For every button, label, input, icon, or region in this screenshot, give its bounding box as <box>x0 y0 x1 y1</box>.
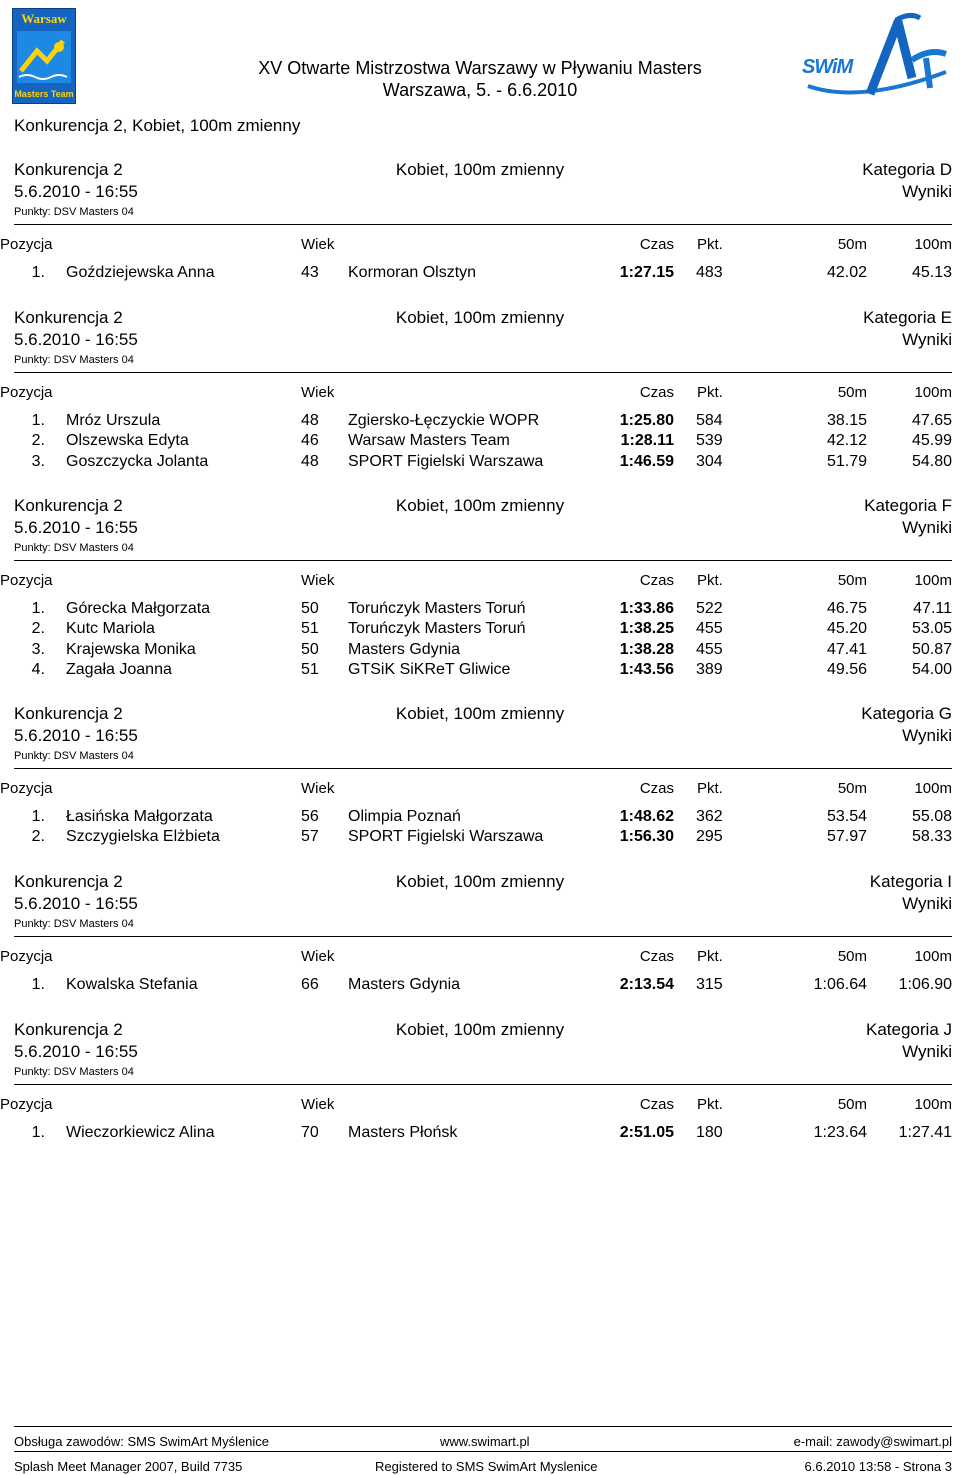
column-header-row <box>0 572 960 590</box>
result-row <box>0 661 960 681</box>
result-time: 1:28.11 <box>620 432 674 450</box>
result-time: 1:25.80 <box>619 412 674 429</box>
col-header-points: Pkt. <box>697 572 723 589</box>
swimmer-age: 51 <box>301 660 319 678</box>
swimmer-name: Krajewska Monika <box>66 640 196 658</box>
result-points: 483 <box>696 264 723 281</box>
swimmer-name: Górecka Małgorzata <box>66 600 211 617</box>
club-name: Masters Płońsk <box>348 1124 458 1141</box>
event-subheader-line <box>0 1042 960 1064</box>
place: 1. <box>31 1124 45 1141</box>
event-section <box>0 308 960 470</box>
col-header-split-100m: 100m <box>914 1096 952 1113</box>
split-100m: 45.99 <box>911 432 952 450</box>
col-header-split-100m: 100m <box>914 780 952 797</box>
result-points: 522 <box>696 600 723 617</box>
swimmer-age: 56 <box>301 808 319 825</box>
event-date: 5.6.2010 - 16:55 <box>14 894 138 913</box>
split-100m: 55.08 <box>911 808 952 825</box>
section-divider <box>14 560 952 561</box>
event-subheader-line <box>0 726 960 748</box>
col-header-position: Pozycja <box>0 780 53 797</box>
col-header-time: Czas <box>639 948 674 965</box>
result-row <box>0 1124 960 1144</box>
club-name: GTSiK SiKReT Gliwice <box>348 660 511 678</box>
footer-service: Obsługa zawodów: SMS SwimArt Myślenice <box>14 1434 270 1449</box>
event-number: Konkurencja 2 <box>14 1020 123 1039</box>
section-divider <box>14 1084 952 1085</box>
split-50m: 47.41 <box>826 640 867 658</box>
club-name: Olimpia Poznań <box>348 808 461 825</box>
col-header-age: Wiek <box>301 572 335 589</box>
event-date: 5.6.2010 - 16:55 <box>14 518 138 537</box>
split-100m: 45.13 <box>911 264 952 281</box>
event-description: Kobiet, 100m zmienny <box>395 160 565 179</box>
logo-left-title: Warsaw <box>21 11 67 26</box>
event-status: Wyniki <box>902 726 952 745</box>
split-100m: 47.11 <box>913 600 952 617</box>
event-header-line <box>0 160 960 182</box>
result-row <box>0 620 960 640</box>
event-header-line <box>0 308 960 330</box>
result-points: 389 <box>696 660 723 678</box>
swimmer-name: Kowalska Stefania <box>66 976 198 993</box>
col-header-age: Wiek <box>301 384 335 401</box>
col-header-position: Pozycja <box>0 1096 53 1113</box>
event-status: Wyniki <box>902 182 952 201</box>
col-header-age: Wiek <box>301 236 335 253</box>
col-header-points: Pkt. <box>697 384 723 401</box>
col-header-time: Czas <box>639 572 674 589</box>
split-50m: 49.56 <box>826 660 867 678</box>
event-category: Kategoria I <box>869 872 952 891</box>
club-name: SPORT Figielski Warszawa <box>348 828 544 846</box>
competition-dates: Warszawa, 5. - 6.6.2010 <box>382 80 578 100</box>
swimmer-name: Goszczycka Jolanta <box>66 452 209 470</box>
event-section <box>0 160 960 281</box>
column-header-row <box>0 236 960 254</box>
logo-left-subtitle: Masters Team <box>14 89 74 99</box>
result-time: 1:27.15 <box>619 264 674 281</box>
footer-printed-page: 6.6.2010 13:58 - Strona 3 <box>804 1459 952 1474</box>
result-time: 1:48.62 <box>619 808 674 825</box>
split-100m: 53.05 <box>911 620 952 638</box>
event-subheader-line <box>0 894 960 916</box>
split-50m: 51.79 <box>826 452 867 470</box>
split-100m: 54.80 <box>911 452 952 470</box>
section-divider <box>14 768 952 769</box>
split-50m: 42.02 <box>826 264 867 281</box>
split-50m: 42.12 <box>826 432 867 450</box>
swimmer-name: Mróz Urszula <box>66 412 161 429</box>
split-50m: 46.75 <box>826 600 867 617</box>
club-name: Toruńczyk Masters Toruń <box>348 620 526 638</box>
event-section <box>0 496 960 678</box>
points-scoring-label: Punkty: DSV Masters 04 <box>14 750 134 762</box>
col-header-age: Wiek <box>301 948 335 965</box>
result-row <box>0 808 960 828</box>
event-description: Kobiet, 100m zmienny <box>395 872 565 891</box>
place: 1. <box>31 976 45 993</box>
col-header-points: Pkt. <box>697 236 723 253</box>
place: 1. <box>31 600 45 617</box>
result-row <box>0 600 960 620</box>
result-points: 304 <box>696 452 723 470</box>
col-header-age: Wiek <box>301 780 335 797</box>
swimmer-name: Goździejewska Anna <box>66 264 215 281</box>
col-header-split-100m: 100m <box>914 384 952 401</box>
place: 3. <box>31 640 45 658</box>
event-category: Kategoria E <box>863 308 952 327</box>
event-section <box>0 1020 960 1141</box>
result-points: 455 <box>696 640 723 658</box>
col-header-points: Pkt. <box>697 948 723 965</box>
col-header-split-50m: 50m <box>837 236 867 253</box>
split-100m: 47.65 <box>911 412 952 429</box>
footer-software: Splash Meet Manager 2007, Build 7735 <box>14 1459 243 1474</box>
club-name: Masters Gdynia <box>348 976 461 993</box>
col-header-position: Pozycja <box>0 384 53 401</box>
place: 4. <box>31 660 45 678</box>
result-time: 1:33.86 <box>619 600 674 617</box>
event-section <box>0 704 960 846</box>
swimmer-name: Kutc Mariola <box>66 620 155 638</box>
event-date: 5.6.2010 - 16:55 <box>14 330 138 349</box>
split-100m: 58.33 <box>911 828 952 846</box>
place: 2. <box>31 432 45 450</box>
result-time: 2:51.05 <box>619 1124 674 1141</box>
swimmer-name: Szczygielska Elżbieta <box>66 828 220 846</box>
event-date: 5.6.2010 - 16:55 <box>14 1042 138 1061</box>
swimmer-name: Wieczorkiewicz Alina <box>66 1124 215 1141</box>
col-header-split-100m: 100m <box>914 948 952 965</box>
points-scoring-label: Punkty: DSV Masters 04 <box>14 542 134 554</box>
event-status: Wyniki <box>902 894 952 913</box>
event-number: Konkurencja 2 <box>14 704 123 723</box>
split-50m: 45.20 <box>826 620 867 638</box>
col-header-split-50m: 50m <box>837 384 867 401</box>
result-time: 1:43.56 <box>619 660 674 678</box>
result-points: 539 <box>696 432 723 450</box>
swimmer-name: Łasińska Małgorzata <box>66 808 213 825</box>
event-subheader-line <box>0 518 960 540</box>
event-description: Kobiet, 100m zmienny <box>395 1020 565 1039</box>
swimmer-age: 50 <box>301 640 319 658</box>
col-header-position: Pozycja <box>0 572 53 589</box>
column-header-row <box>0 948 960 966</box>
club-name: Kormoran Olsztyn <box>348 264 477 281</box>
result-row <box>0 432 960 452</box>
split-100m: 54.00 <box>911 660 952 678</box>
col-header-split-50m: 50m <box>837 780 867 797</box>
result-row <box>0 264 960 284</box>
event-category: Kategoria G <box>861 704 952 723</box>
event-category: Kategoria D <box>862 160 952 179</box>
col-header-position: Pozycja <box>0 236 53 253</box>
event-number: Konkurencja 2 <box>14 496 123 515</box>
col-header-split-50m: 50m <box>837 1096 867 1113</box>
points-scoring-label: Punkty: DSV Masters 04 <box>14 918 134 930</box>
result-time: 1:38.28 <box>619 640 674 658</box>
result-row <box>0 976 960 996</box>
event-subheader-line <box>0 330 960 352</box>
swimmer-age: 48 <box>301 452 319 470</box>
competition-title: XV Otwarte Mistrzostwa Warszawy w Pływaniu Masters <box>258 58 702 78</box>
result-points: 362 <box>696 808 723 825</box>
event-status: Wyniki <box>902 1042 952 1061</box>
swimmer-age: 51 <box>301 620 319 638</box>
result-points: 584 <box>696 412 723 429</box>
place: 3. <box>31 452 45 470</box>
event-status: Wyniki <box>902 330 952 349</box>
column-header-row <box>0 1096 960 1114</box>
footer-registered: Registered to SMS SwimArt Myslenice <box>375 1459 598 1474</box>
event-number: Konkurencja 2 <box>14 308 123 327</box>
column-header-row <box>0 780 960 798</box>
club-name: Zgiersko-Łęczyckie WOPR <box>348 412 540 429</box>
col-header-split-100m: 100m <box>914 236 952 253</box>
place: 2. <box>31 828 45 846</box>
split-100m: 1:06.90 <box>898 976 952 993</box>
result-points: 295 <box>696 828 723 846</box>
points-scoring-label: Punkty: DSV Masters 04 <box>14 206 134 218</box>
footer-divider <box>14 1451 952 1452</box>
result-points: 455 <box>696 620 723 638</box>
event-header-line <box>0 1020 960 1042</box>
result-row <box>0 641 960 661</box>
swimmer-age: 43 <box>301 264 319 281</box>
swimmer-name: Zagała Joanna <box>66 660 172 678</box>
place: 1. <box>31 412 45 429</box>
split-50m: 53.54 <box>826 808 867 825</box>
result-row <box>0 453 960 473</box>
event-category: Kategoria J <box>866 1020 952 1039</box>
split-50m: 57.97 <box>826 828 867 846</box>
club-name: Masters Gdynia <box>348 640 461 658</box>
section-divider <box>14 936 952 937</box>
club-name: Warsaw Masters Team <box>348 432 510 450</box>
points-scoring-label: Punkty: DSV Masters 04 <box>14 1066 134 1078</box>
result-points: 315 <box>696 976 723 993</box>
swimmer-age: 48 <box>301 412 319 429</box>
col-header-points: Pkt. <box>697 780 723 797</box>
swimmer-age: 57 <box>301 828 319 846</box>
split-100m: 50.87 <box>911 640 952 658</box>
swimmer-age: 66 <box>301 976 319 993</box>
swimart-logo <box>800 8 950 108</box>
result-time: 2:13.54 <box>619 976 674 993</box>
result-points: 180 <box>696 1124 723 1141</box>
col-header-time: Czas <box>639 780 674 797</box>
col-header-split-50m: 50m <box>837 948 867 965</box>
swimmer-age: 50 <box>301 600 319 617</box>
result-time: 1:38.25 <box>619 620 674 638</box>
club-name: Toruńczyk Masters Toruń <box>348 600 526 617</box>
points-scoring-label: Punkty: DSV Masters 04 <box>14 354 134 366</box>
event-status: Wyniki <box>902 518 952 537</box>
swimart-logo-text: SWiM <box>802 56 853 78</box>
event-header-line <box>0 704 960 726</box>
club-name: SPORT Figielski Warszawa <box>348 452 544 470</box>
footer-website[interactable]: www.swimart.pl <box>440 1434 530 1449</box>
split-50m: 1:23.64 <box>813 1124 867 1141</box>
place: 2. <box>31 620 45 638</box>
event-date: 5.6.2010 - 16:55 <box>14 726 138 745</box>
col-header-time: Czas <box>639 384 674 401</box>
place: 1. <box>31 264 45 281</box>
event-section <box>0 872 960 993</box>
event-header-line <box>0 496 960 518</box>
place: 1. <box>31 808 45 825</box>
col-header-split-100m: 100m <box>914 572 952 589</box>
event-header-line <box>0 872 960 894</box>
column-header-row <box>0 384 960 402</box>
footer-email[interactable]: e-mail: zawody@swimart.pl <box>793 1434 952 1449</box>
event-number: Konkurencja 2 <box>14 872 123 891</box>
event-description: Kobiet, 100m zmienny <box>395 704 565 723</box>
swimmer-name: Olszewska Edyta <box>66 432 189 450</box>
event-description: Kobiet, 100m zmienny <box>395 496 565 515</box>
section-divider <box>14 224 952 225</box>
footer-divider <box>14 1426 952 1427</box>
result-time: 1:46.59 <box>619 452 674 470</box>
event-description: Kobiet, 100m zmienny <box>395 308 565 327</box>
col-header-age: Wiek <box>301 1096 335 1113</box>
col-header-points: Pkt. <box>697 1096 723 1113</box>
col-header-position: Pozycja <box>0 948 53 965</box>
result-row <box>0 412 960 432</box>
event-subheader-line <box>0 182 960 204</box>
split-100m: 1:27.41 <box>898 1124 952 1141</box>
col-header-split-50m: 50m <box>837 572 867 589</box>
col-header-time: Czas <box>639 1096 674 1113</box>
swimmer-age: 70 <box>301 1124 319 1141</box>
split-50m: 1:06.64 <box>813 976 867 993</box>
event-date: 5.6.2010 - 16:55 <box>14 182 138 201</box>
col-header-time: Czas <box>639 236 674 253</box>
section-divider <box>14 372 952 373</box>
event-category: Kategoria F <box>864 496 952 515</box>
result-row <box>0 828 960 848</box>
result-time: 1:56.30 <box>619 828 674 846</box>
event-number: Konkurencja 2 <box>14 160 123 179</box>
split-50m: 38.15 <box>826 412 867 429</box>
swimmer-age: 46 <box>301 432 319 450</box>
page-title: Konkurencja 2, Kobiet, 100m zmienny <box>14 116 301 135</box>
